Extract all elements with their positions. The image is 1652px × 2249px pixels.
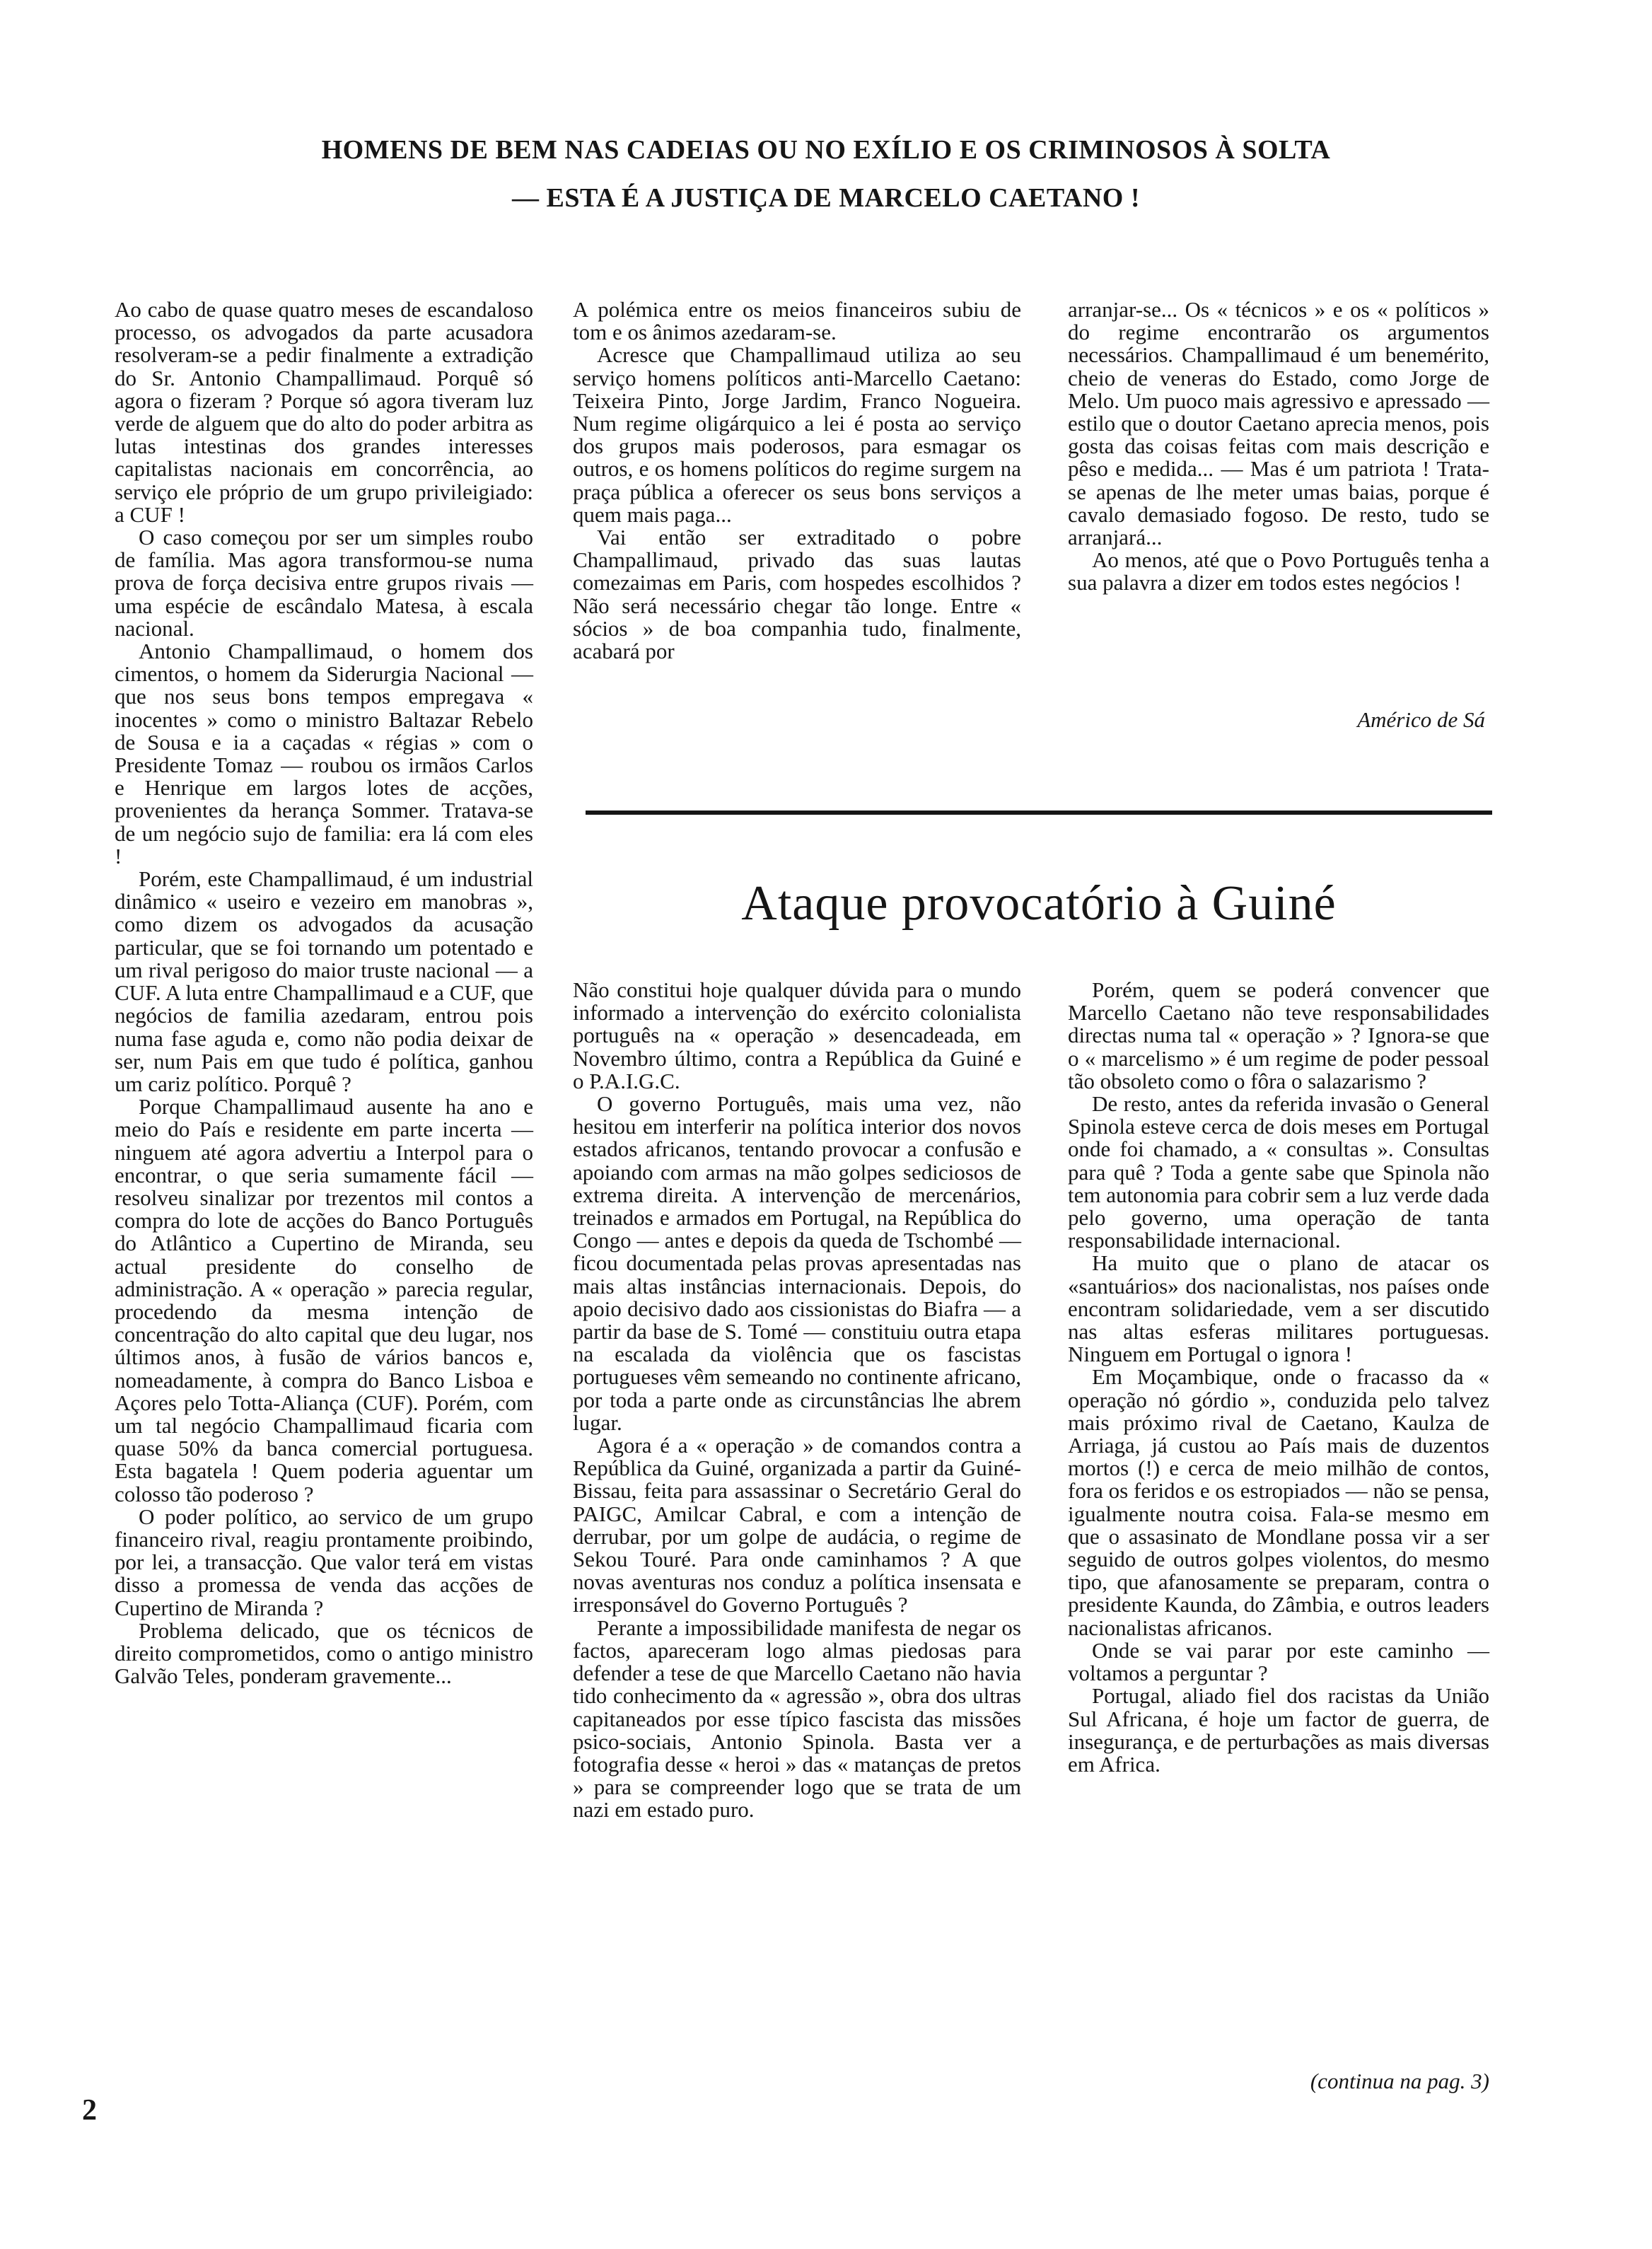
article2-column-2 <box>1068 979 1489 1776</box>
article2-paragraph: Perante a impossibilidade manifesta de negar os factos, apareceram logo almas piedosas para defender a tese de que Marcello Caetano não havia tido conhecimento da « agressão », obra dos ultras capitaneados por esse típico fascista das missões psico-sociais, Antonio Spinola. Basta ver a fotografia desse « heroi » das « matanças de pretos » para se compreender logo que se trata de um nazi em estado puro. <box>573 1615 1021 1823</box>
article2-title: Ataque provocatório à Guiné <box>741 876 1337 931</box>
article1-column-2 <box>573 298 1021 663</box>
article1-paragraph: O caso começou por ser um simples roubo de família. Mas agora transformou-se numa prova de força decisiva entre grupos rivais — uma espécie de escândalo Matesa, à escala nacional. <box>115 525 533 641</box>
article2-paragraph: O governo Português, mais uma vez, não hesitou em interferir na política interior dos novos estados africanos, tentando provocar a confusão e apoiando com armas na mão golpes sediciosos de extrema direita. A intervenção de mercenários, treinados e armados em Portugal, na República do Congo — antes e depois da queda de Tschombé — ficou documentada pelas provas apresentadas nas mais altas instâncias internacionais. Depois, do apoio decisivo dado aos cissionistas do Biafra — a partir da base de S. Tomé — constituiu outra etapa na escalada da violência que os fascistas portugueses vêm semeando no continente africano, por toda a parte onde as circunstâncias lhe abrem lugar. <box>573 1091 1021 1435</box>
article1-paragraph: Ao menos, até que o Povo Português tenha a sua palavra a dizer em todos estes negócios ! <box>1068 547 1489 595</box>
section-divider-rule <box>586 810 1492 815</box>
article1-column-3 <box>1068 298 1489 595</box>
article1-paragraph: A polémica entre os meios financeiros subiu de tom e os ânimos azedaram-se. <box>573 297 1021 345</box>
article1-paragraph: O poder político, ao servico de um grupo financeiro rival, reagiu prontamente proibindo, por lei, a transacção. Que valor terá em vistas disso a promessa de venda das acções de Cupertino de Miranda ? <box>115 1504 533 1620</box>
article2-paragraph: Porém, quem se poderá convencer que Marcello Caetano não teve responsabilidades directas numa tal « operação » ? Ignora-se que o « marcelismo » é um regime de poder pessoal tão obsoleto como o fôra o salazarismo ? <box>1068 977 1489 1093</box>
article1-paragraph: Ao cabo de quase quatro meses de escandaloso processo, os advogados da parte acusadora resolveram-se a pedir finalmente a extradição do Sr. Antonio Champallimaud. Porquê só agora o fizeram ? Porque só agora tiveram luz verde de alguem que do alto do poder arbitra as lutas intestinas dos grandes interesses capitalistas nacionais em concorrência, ao serviço ele próprio de um grupo privileigiado: a CUF ! <box>115 297 533 527</box>
article1-paragraph: Problema delicado, que os técnicos de direito comprometidos, como o antigo ministro Galvão Teles, ponderam gravemente... <box>115 1617 533 1689</box>
article2-paragraph: Ha muito que o plano de atacar os «santuários» dos nacionalistas, nos países onde encontram solidariedade, vem a ser discutido nas altas esferas militares portuguesas. Ninguem em Portugal o ignora ! <box>1068 1250 1489 1367</box>
article1-column-1 <box>115 298 533 1687</box>
article2-paragraph: Portugal, aliado fiel dos racistas da União Sul Africana, é hoje um factor de guerra, de insegurança, e de perturbações as mais diversas em Africa. <box>1068 1683 1489 1777</box>
article1-paragraph: Antonio Champallimaud, o homem dos cimentos, o homem da Siderurgia Nacional — que nos seus bons tempos empregava « inocentes » como o ministro Baltazar Rebelo de Sousa e ia a caçadas « régias » com o Presidente Tomaz — roubou os irmãos Carlos e Henrique em largos lotes de acções, provenientes da herança Sommer. Tratava-se de um negócio sujo de familia: era lá com eles ! <box>115 639 533 868</box>
article2-paragraph: Em Moçambique, onde o fracasso da « operação nó górdio », conduzida pelo talvez mais próximo rival de Caetano, Kaulza de Arriaga, já custou ao País mais de duzentos mortos (!) e cerca de meio milhão de contos, fora os feridos e os estropiados — não se pensa, igualmente noutra coisa. Fala-se mesmo em que o assasinato de Mondlane possa vir a ser seguido de outros golpes violentos, do mesmo tipo, que afanosamente se preparam, contra o presidente Kaunda, do Zâmbia, e outros leaders nacionalistas africanos. <box>1068 1364 1489 1640</box>
article2-column-1 <box>573 979 1021 1822</box>
article1-paragraph: Acresce que Champallimaud utiliza ao seu serviço homens políticos anti-Marcello Caetano: Teixeira Pinto, Jorge Jardim, Franco Nogueira. Num regime oligárquico a lei é posta ao serviço dos grupos mais poderosos, para esmagar os outros, e os homens políticos do regime surgem na praça pública a oferecer os seus bons serviços a quem mais paga... <box>573 342 1021 527</box>
article1-paragraph: Porém, este Champallimaud, é um industrial dinâmico « useiro e vezeiro em manobras », como dizem os advogados da acusação particular, que se foi tornando um potentado e um rival perigoso do maior truste nacional — a CUF. A luta entre Champallimaud e a CUF, que negócios de familia azedaram, entrou pois numa fase aguda e, como não podia deixar de ser, num Pais em que tudo é política, ganhou um cariz político. Porquê ? <box>115 866 533 1096</box>
continuation-note: (continua na pag. 3) <box>1310 2069 1489 2093</box>
page-number: 2 <box>82 2094 97 2127</box>
article1-paragraph: arranjar-se... Os « técnicos » e os « políticos » do regime encontrarão os argumentos necessários. Champallimaud é um benemérito, cheio de veneras do Estado, como Jorge de Melo. Um puoco mais agressivo e apressado — estilo que o doutor Caetano aprecia menos, pois gosta das coisas feitas com mais descrição e pêso e medida... — Mas é um patriota ! Trata-se apenas de lhe meter umas baias, porque é cavalo demasiado fogoso. De resto, tudo se arranjará... <box>1068 297 1489 550</box>
headline-line-2: — ESTA É A JUSTIÇA DE MARCELO CAETANO ! <box>511 183 1141 213</box>
article2-paragraph: Onde se vai parar por este caminho — voltamos a perguntar ? <box>1068 1637 1489 1686</box>
article1-author-signature: Américo de Sá <box>1357 707 1485 732</box>
page-headline <box>127 126 1525 222</box>
article2-paragraph: Agora é a « operação » de comandos contra a República da Guiné, organizada a partir da Guiné-Bissau, feita para assassinar o Secretário Geral do PAIGC, Amilcar Cabral, e com a intenção de derrubar, por um golpe de audácia, o regime de Sekou Touré. Para onde caminhamos ? A que novas aventuras nos conduz a política insensata e irresponsável do Governo Português ? <box>573 1433 1021 1617</box>
article2-paragraph: De resto, antes da referida invasão o General Spinola esteve cerca de dois meses em Portugal onde foi chamado, a « consultas ». Consultas para quê ? Toda a gente sabe que Spinola não tem autonomia para cobrir sem a luz verde dada pelo governo, uma operação de tanta responsabilidade internacional. <box>1068 1091 1489 1253</box>
article2-paragraph: Não constitui hoje qualquer dúvida para o mundo informado a intervenção do exército colonialista português na « operação » desencadeada, em Novembro último, contra a República da Guiné e o P.A.I.G.C. <box>573 977 1021 1093</box>
article1-paragraph: Porque Champallimaud ausente ha ano e meio do País e residente em parte incerta — ninguem até agora advertiu a Interpol para o encontrar, o que seria sumamente fácil — resolveu sinalizar por trezentos mil contos a compra do lote de acções do Banco Português do Atlântico a Cupertino de Miranda, seu actual presidente do conselho de administração. A « operação » parecia regular, procedendo da mesma intenção de concentração do alto capital que deu lugar, nos últimos anos, à fusão de vários bancos e, nomeadamente, à compra do Banco Lisboa e Açores pelo Totta-Aliança (CUF). Porém, com um tal negócio Champallimaud ficaria com quase 50% da banca comercial portuguesa. Esta bagatela ! Quem poderia aguentar um colosso tão poderoso ? <box>115 1094 533 1506</box>
article1-paragraph: Vai então ser extraditado o pobre Champallimaud, privado das suas lautas comezaimas em Paris, com hospedes escolhidos ? Não será necessário chegar tão longe. Entre « sócios » de boa companhia tudo, finalmente, acabará por <box>573 525 1021 664</box>
headline-line-1: HOMENS DE BEM NAS CADEIAS OU NO EXÍLIO E OS CRIMINOSOS À SOLTA <box>321 135 1331 165</box>
